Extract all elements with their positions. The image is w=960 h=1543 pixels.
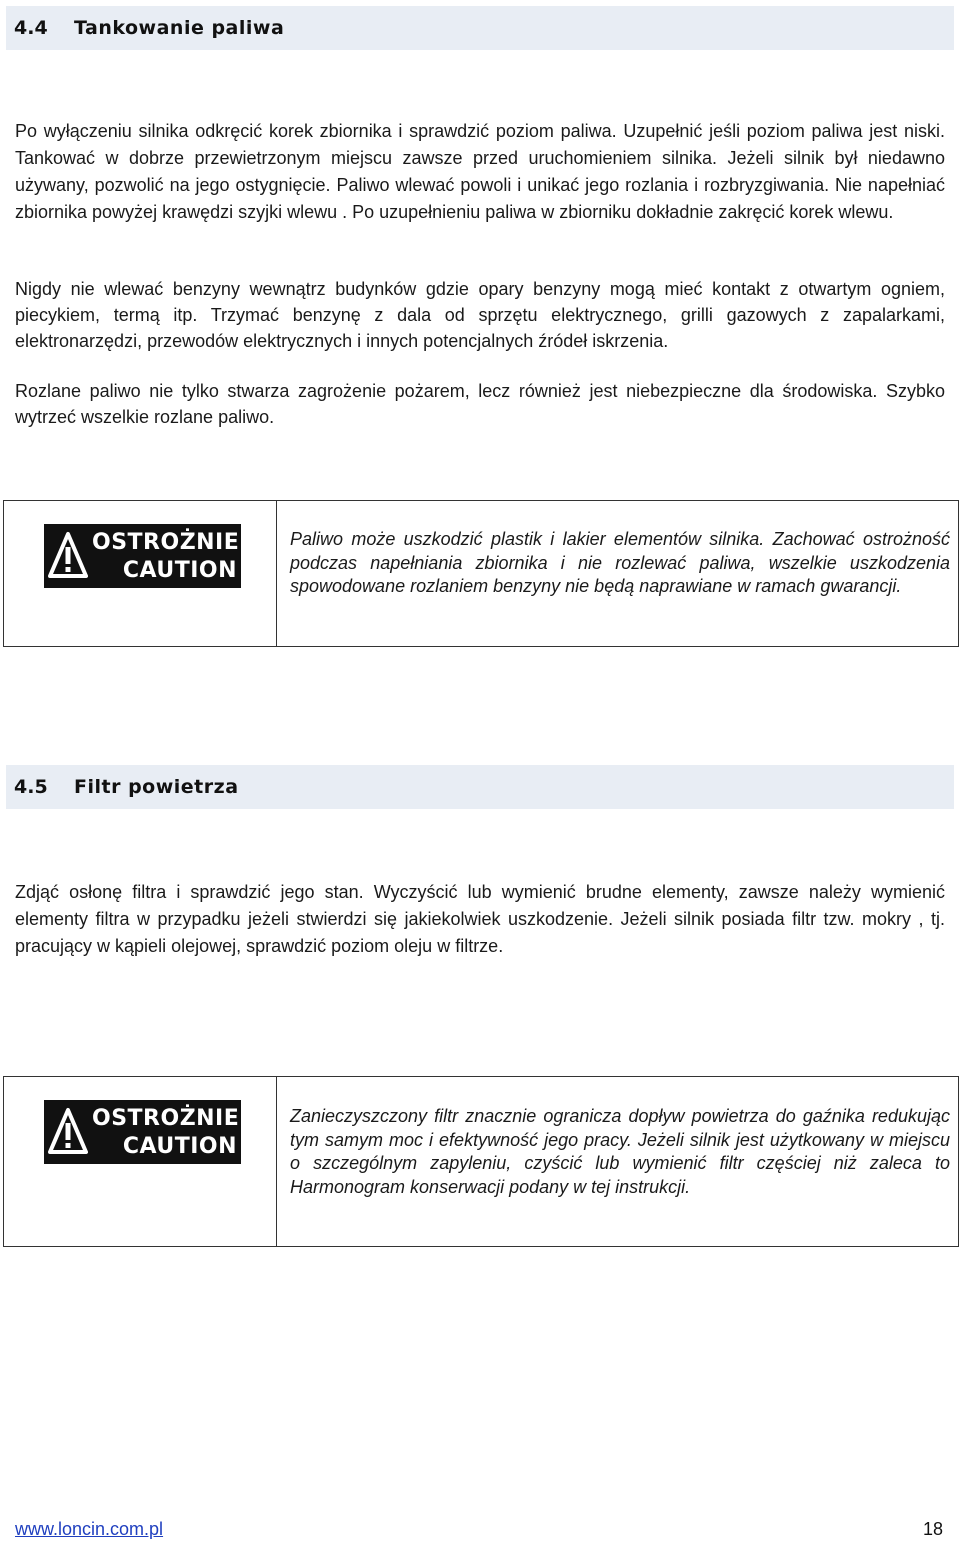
section-title: Filtr powietrza	[74, 776, 239, 798]
paragraph-fuel-2: Nigdy nie wlewać benzyny wewnątrz budynków gdzie opary benzyny mogą mieć kontakt z otwartym ogniem, piecykiem, termą itp. Trzymać benzynę z dala od sprzętu elektrycznego, grilli gazowych z zapalarkami, elektronarzędzi, przewodów elektrycznych i innych potencjalnych źródeł iskrzenia.	[15, 279, 945, 351]
caution-box-fuel	[3, 500, 959, 647]
section-title: Tankowanie paliwa	[74, 17, 285, 39]
caution-divider	[276, 501, 277, 646]
page-number: 18	[922, 1519, 943, 1539]
caution-label-line1: OSTROŻNIE	[92, 1106, 240, 1131]
caution-label-line2: CAUTION	[122, 1134, 237, 1159]
caution-box-filter	[3, 1076, 959, 1247]
section-number: 4.5	[14, 776, 48, 798]
caution-text: Zanieczyszczony filtr znacznie ogranicza dopływ powietrza do gaźnika redukując tym samym moc i efektywność jego pracy. Jeżeli silnik jest użytkowany w miejscu o szczególnym zapyleniu, czyścić lub wymienić filtr częściej niż zaleca to Harmonogram konserwacji podany w tej instrukcji.	[290, 1106, 950, 1197]
paragraph-fuel-3: Rozlane paliwo nie tylko stwarza zagrożenie pożarem, lecz również jest niebezpieczne dla środowiska. Szybko wytrzeć wszelkie rozlane paliwo.	[15, 381, 945, 427]
footer-website-link[interactable]: www.loncin.com.pl	[15, 1519, 164, 1539]
section-number: 4.4	[14, 17, 48, 39]
caution-divider	[276, 1077, 277, 1246]
warning-triangle-icon	[48, 530, 88, 582]
section-header-4-5	[6, 765, 954, 809]
paragraph-fuel-1: Po wyłączeniu silnika odkręcić korek zbiornika i sprawdzić poziom paliwa. Uzupełnić jeśli poziom paliwa jest niski. Tankować w dobrze przewietrzonym miejscu zawsze przed uruchomieniem silnika. Jeżeli silnik był niedawno używany, pozwolić na jego ostygnięcie. Paliwo wlewać powoli i unikać jego rozlania i rozbryzgiwania. Nie napełniać zbiornika powyżej krawędzi szyjki wlewu . Po uzupełnieniu paliwa w zbiorniku dokładnie zakręcić korek wlewu.	[15, 121, 945, 222]
caution-text: Paliwo może uszkodzić plastik i lakier elementów silnika. Zachować ostrożność podczas napełniania zbiornika i nie rozlewać paliwa, wszelkie uszkodzenia spowodowane rozlaniem benzyny nie będą naprawiane w ramach gwarancji.	[290, 529, 950, 596]
caution-label-line2: CAUTION	[122, 558, 237, 583]
section-header-4-4	[6, 6, 954, 50]
caution-label	[44, 1100, 241, 1164]
warning-triangle-icon	[48, 1106, 88, 1158]
caution-label	[44, 524, 241, 588]
paragraph-filter-1: Zdjąć osłonę filtra i sprawdzić jego stan. Wyczyścić lub wymienić brudne elementy, zawsze należy wymienić elementy filtra w przypadku jeżeli stwierdzi się jakiekolwiek uszkodzenie. Jeżeli silnik posiada filtr tzw. mokry , tj. pracujący w kąpieli olejowej, sprawdzić poziom oleju w filtrze.	[15, 882, 945, 956]
caution-label-line1: OSTROŻNIE	[92, 530, 240, 555]
